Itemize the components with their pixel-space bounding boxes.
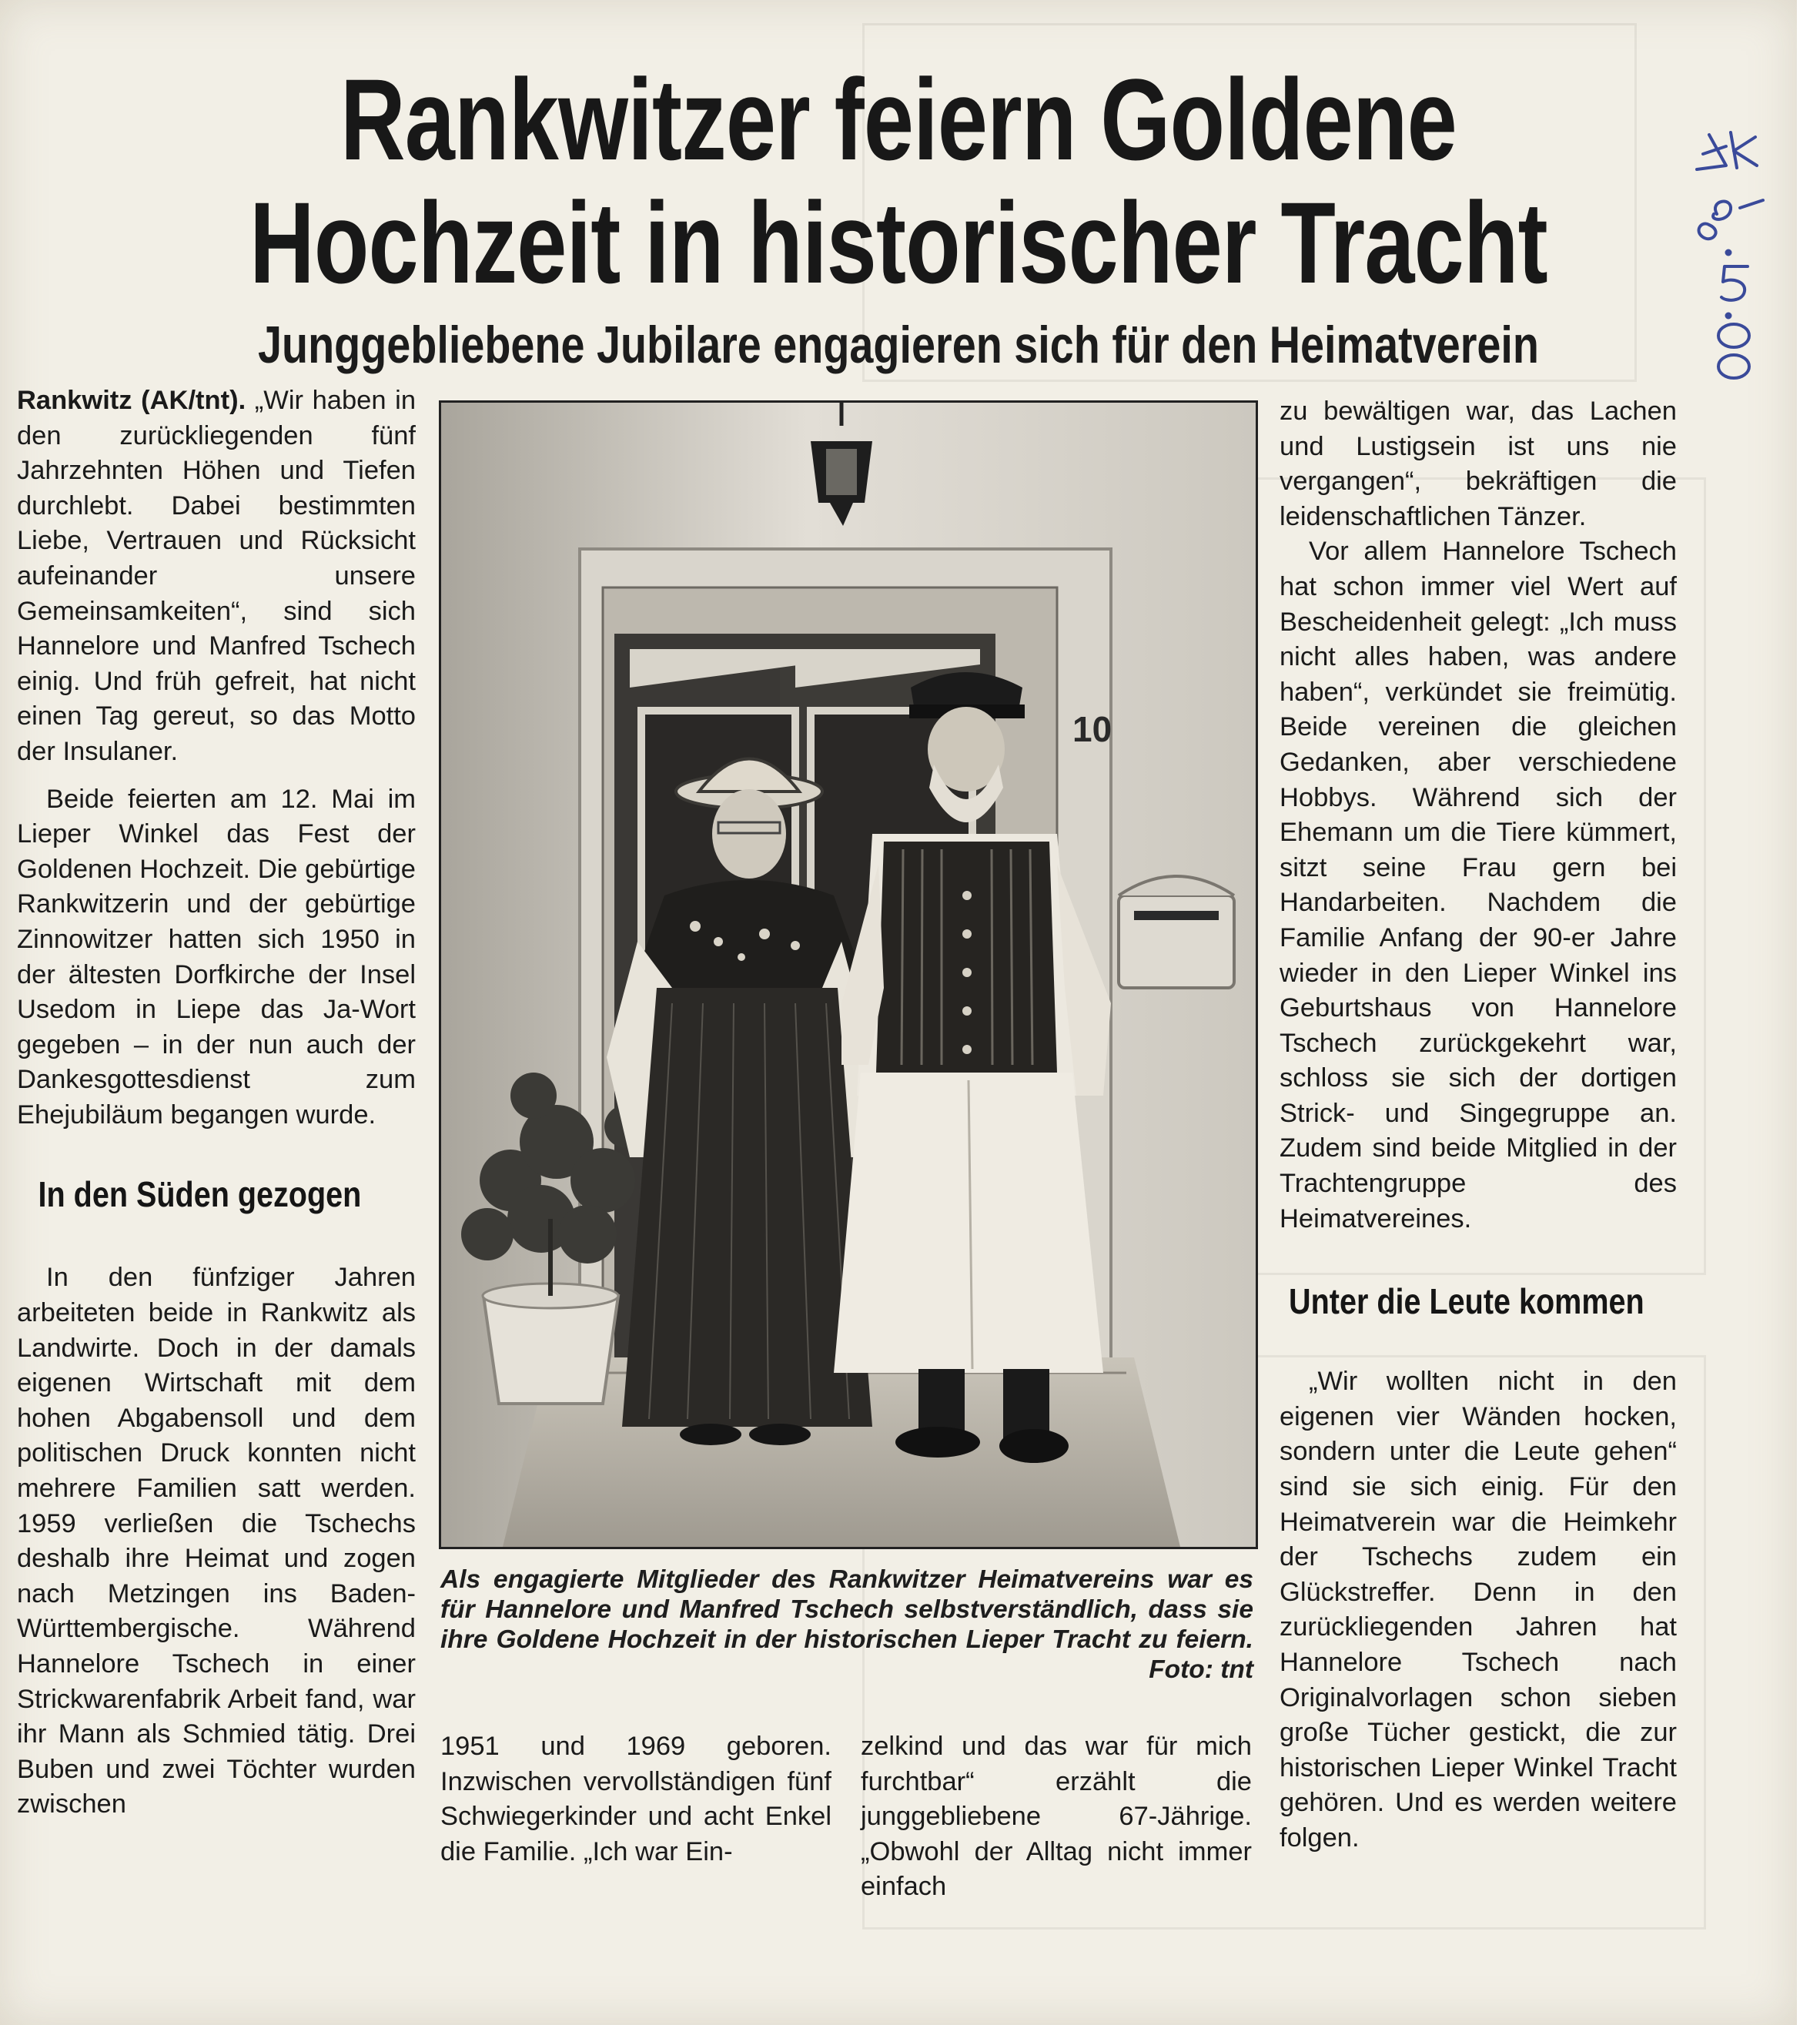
caption-text: Als engagierte Mitglieder des Rankwitzer Heimatvereins war es für Hannelore und Manfred Tschech selbstverständlich, dass sie ihre Goldene Hochzeit in der historischen Lieper Tracht zu feiern. (440, 1565, 1253, 1654)
photo-illustration (441, 403, 1256, 1547)
paragraph: zelkind und das war für mich furchtbar“ erzählt die junggebliebene 67-Jährige. „Obwohl der Alltag nicht immer einfach (861, 1732, 1252, 1902)
scan-margin (1797, 0, 1820, 2025)
paragraph: Beide feierten am 12. Mai im Lieper Winkel das Fest der Goldenen Hochzeit. Die gebürtige Rankwitzerin und der gebürtige Zinnowitzer hatten sich 1950 in der ältesten Dorfkirche der Insel Usedom in Liepe das Ja-Wort gegeben – in der nun auch der Dankesgottesdienst zum Ehejubiläum begangen wurde. (17, 784, 416, 1130)
paragraph (17, 383, 416, 770)
paragraph-text: „Wir haben in den zurückliegenden fünf Jahrzehnten Höhen und Tiefen durchlebt. Dabei bestimmten Liebe, Vertrauen und Rücksicht aufeinander unsere Gemeinsamkeiten“, sind sich Hannelore und Manfred Tschech einig. Und früh gefreit, hat nicht einen Tag gereut, so das Motto der Insulaner. (17, 386, 417, 766)
photo-credit: Foto: tnt (1149, 1655, 1253, 1684)
paragraph: 1951 und 1969 geboren. Inzwischen vervollständigen fünf Schwiegerkinder und acht Enkel die Familie. „Ich war Ein- (440, 1732, 831, 1866)
article-column-3 (861, 1729, 1252, 1905)
paragraph: „Wir wollten nicht in den eigenen vier Wänden hocken, sondern unter die Leute gehen“ sind sie sich einig. Für den Heimatverein war die Heimkehr der Tschechs zudem ein Glückstreffer. Denn in den zurückliegenden Jahren hat Hannelore Tschech nach Originalvorlagen schon sieben große Tücher gestickt, die zur historischen Lieper Winkel Tracht gehören. Und es werden weitere folgen. (1280, 1367, 1677, 1853)
article-column-4 (1280, 394, 1677, 1856)
paragraph: Vor allem Hannelore Tschech hat schon immer viel Wert auf Bescheidenheit gelegt: „Ich muss nicht alles haben, was andere haben“, verkündet sie freimütig. Beide vereinen die gleichen Gedanken, aber verschiedene Hobbys. Während sich der Ehemann um die Tiere kümmert, sitzt seine Frau gern bei Handarbeiten. Nachdem die Familie Anfang der 90-er Jahre wieder in den Lieper Winkel ins Geburtshaus von Hannelore Tschech zurückgekehrt war, schloss sie sich der dortigen Strick- und Singegruppe an. Zudem sind beide Mitglied in der Trachtengruppe des Heimatvereines. (1280, 537, 1677, 1233)
house-number: 10 (1072, 709, 1112, 749)
subheadline: Junggebliebene Jubilare engagieren sich für den Heimatverein (258, 316, 1539, 374)
handwritten-date-note (1686, 123, 1786, 385)
paragraph: In den fünfziger Jahren arbeiteten beide in Rankwitz als Landwirte. Doch in der damals eigenen Wirtschaft mit dem hohen Abgabensoll und dem politischen Druck konnten nicht mehrere Familien satt werden. 1959 verließen die Tschechs deshalb ihre Heimat und zogen nach Metzingen ins Baden-Württembergische. Während Hannelore Tschech in einer Strickwarenfabrik Arbeit fand, war ihr Mann als Schmied tätig. Drei Buben und zwei Töchter wurden zwischen (17, 1263, 416, 1819)
headline-line-1: Rankwitzer feiern Goldene (340, 55, 1457, 184)
couple-photo (439, 400, 1258, 1549)
paragraph: zu bewältigen war, das Lachen und Lustigsein ist uns nie vergangen“, bekräftigen die leidenschaftlichen Tänzer. (1280, 397, 1677, 531)
headline-line-2: Hochzeit in historischer Tracht (249, 178, 1547, 307)
dateline: Rankwitz (AK/tnt). (17, 386, 246, 415)
article-column-2 (440, 1729, 831, 1869)
subheading-2: Unter die Leute kommen (1289, 1281, 1644, 1322)
photo-caption (440, 1565, 1253, 1685)
article-column-1 (17, 383, 416, 1822)
subheading-1: In den Süden gezogen (38, 1174, 362, 1215)
